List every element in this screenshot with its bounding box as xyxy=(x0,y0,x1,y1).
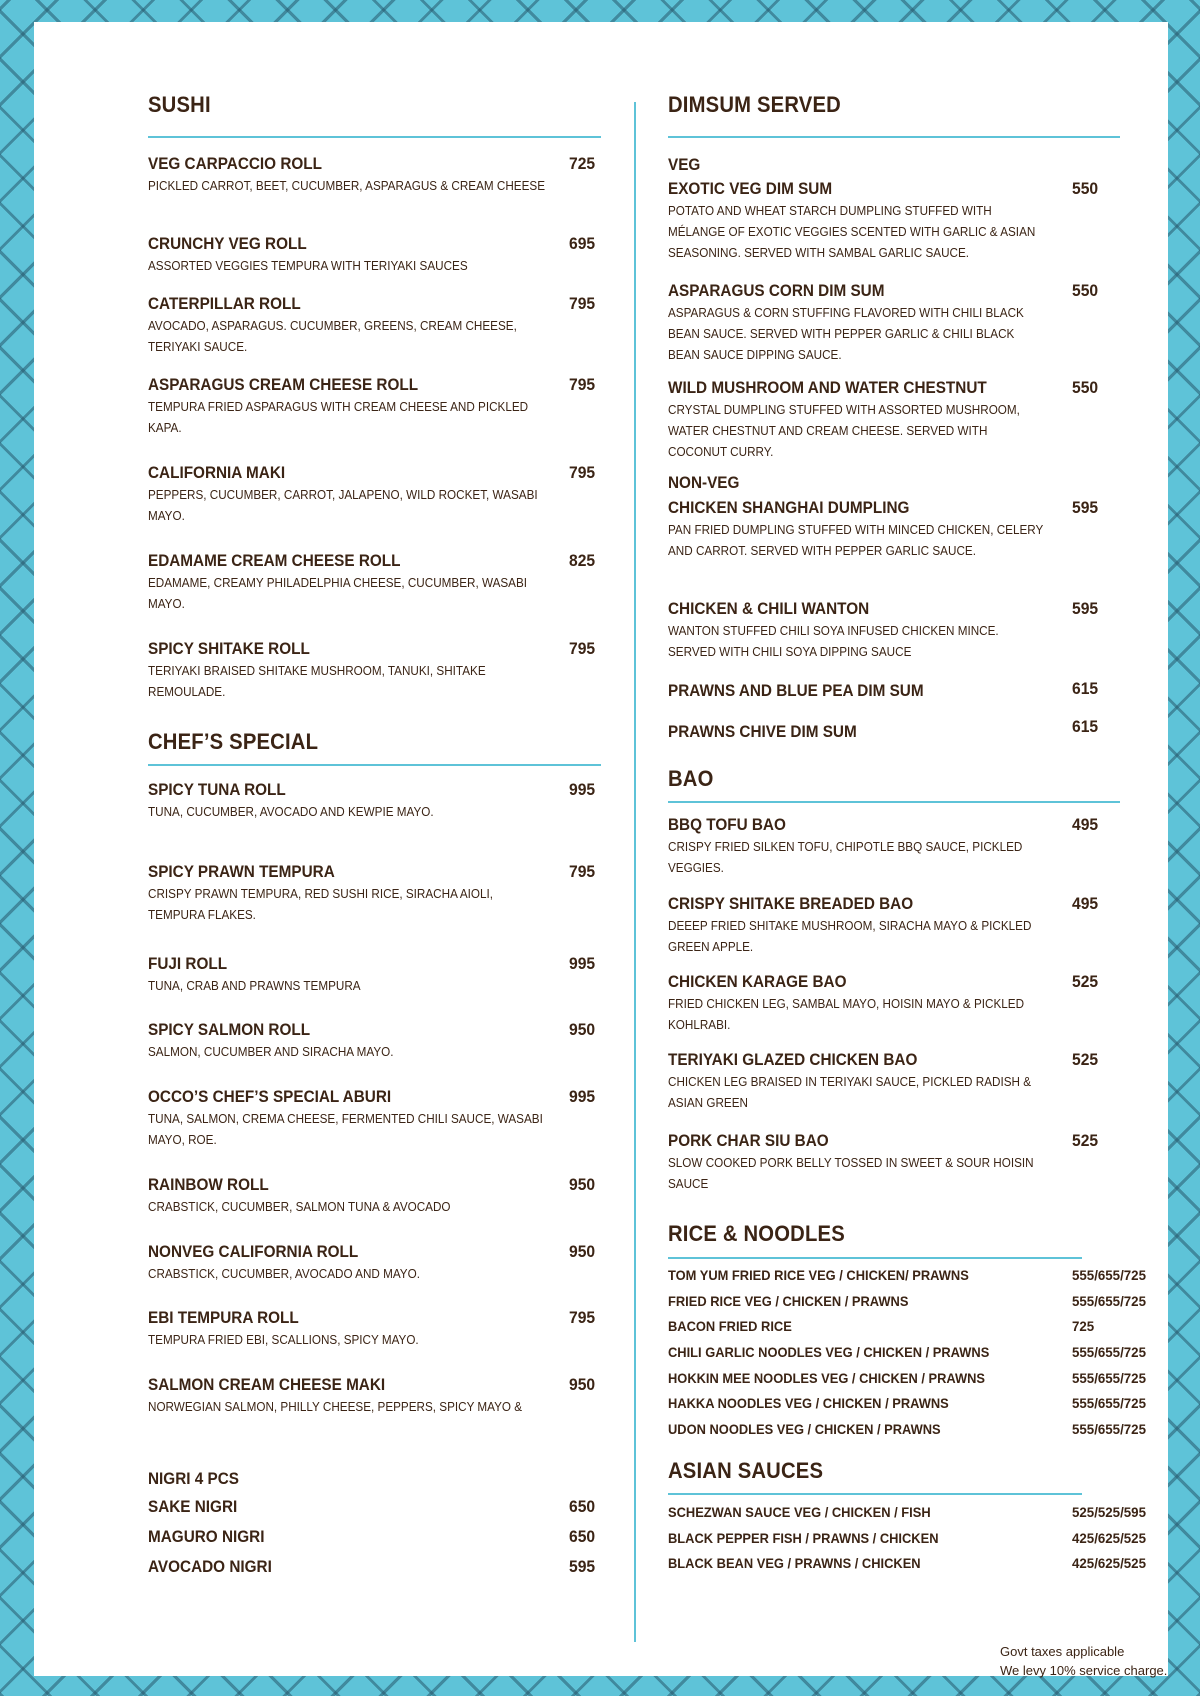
menu-item xyxy=(148,1019,548,1062)
menu-item xyxy=(668,971,1048,1035)
item-name: NONVEG CALIFORNIA ROLL xyxy=(148,1242,359,1261)
sushi-heading: SUSHI xyxy=(148,92,211,117)
item-name: CRUNCHY VEG ROLL xyxy=(148,234,307,253)
item-description: PICKLED CARROT, BEET, CUCUMBER, ASPARAGUS & CREAM CHEESE xyxy=(148,178,546,193)
menu-item xyxy=(148,953,548,996)
nonveg-label: NON-VEG xyxy=(668,473,740,492)
item-name: CHICKEN KARAGE BAO xyxy=(668,972,847,991)
item-price: 650 xyxy=(569,1527,596,1546)
rice-noodles-heading: RICE & NOODLES xyxy=(668,1221,845,1246)
item-price: 550 xyxy=(1072,179,1099,198)
item-name: SPICY TUNA ROLL xyxy=(148,780,286,799)
menu-item xyxy=(148,779,548,822)
item-description: ASSORTED VEGGIES TEMPURA WITH TERIYAKI SAUCES xyxy=(148,258,468,273)
item-description: TUNA, CRAB AND PRAWNS TEMPURA xyxy=(148,978,361,993)
menu-item xyxy=(668,1130,1048,1194)
item-price: 795 xyxy=(569,463,596,482)
item-price: 950 xyxy=(569,1375,596,1394)
item-price: 950 xyxy=(569,1175,596,1194)
row-name: UDON NOODLES VEG / CHICKEN / PRAWNS xyxy=(668,1421,941,1437)
row-price: 555/655/725 xyxy=(1072,1344,1146,1360)
menu-item xyxy=(668,721,1048,743)
dimsum-rule xyxy=(668,136,1120,138)
item-name: EBI TEMPURA ROLL xyxy=(148,1308,299,1327)
row-price: 555/655/725 xyxy=(1072,1293,1146,1309)
item-name: AVOCADO NIGRI xyxy=(148,1557,272,1576)
item-description: CRISPY FRIED SILKEN TOFU, CHIPOTLE BBQ SAUCE, PICKLED VEGGIES. xyxy=(668,839,1023,875)
menu-item xyxy=(148,1086,548,1150)
item-price: 795 xyxy=(569,862,596,881)
item-description: SLOW COOKED PORK BELLY TOSSED IN SWEET & SOUR HOISIN SAUCE xyxy=(668,1155,1034,1191)
item-name: CALIFORNIA MAKI xyxy=(148,463,286,482)
item-name: CHICKEN & CHILI WANTON xyxy=(668,599,870,618)
item-name: FUJI ROLL xyxy=(148,954,228,973)
item-description: AVOCADO, ASPARAGUS. CUCUMBER, GREENS, CREAM CHEESE, TERIYAKI SAUCE. xyxy=(148,318,517,354)
asian-sauces-rule xyxy=(668,1493,1082,1495)
item-name: CRISPY SHITAKE BREADED BAO xyxy=(668,894,914,913)
row-name: CHILI GARLIC NOODLES VEG / CHICKEN / PRAWNS xyxy=(668,1344,990,1360)
item-name: RAINBOW ROLL xyxy=(148,1175,269,1194)
row-name: BACON FRIED RICE xyxy=(668,1318,792,1334)
row-name: FRIED RICE VEG / CHICKEN / PRAWNS xyxy=(668,1293,909,1309)
row-price: 555/655/725 xyxy=(1072,1267,1146,1283)
item-name: WILD MUSHROOM AND WATER CHESTNUT xyxy=(668,378,987,397)
item-name: PORK CHAR SIU BAO xyxy=(668,1131,829,1150)
item-name: VEG CARPACCIO ROLL xyxy=(148,154,322,173)
item-name: CHICKEN SHANGHAI DUMPLING xyxy=(668,498,910,517)
menu-item xyxy=(668,497,1048,561)
menu-item xyxy=(148,1496,548,1518)
item-price: 525 xyxy=(1072,1131,1099,1150)
menu-item xyxy=(148,293,548,357)
footer-tax-note: Govt taxes applicable xyxy=(1000,1644,1125,1659)
item-price: 595 xyxy=(1072,498,1099,517)
row-name: SCHEZWAN SAUCE VEG / CHICKEN / FISH xyxy=(668,1504,931,1520)
item-price: 825 xyxy=(569,551,596,570)
row-name: HAKKA NOODLES VEG / CHICKEN / PRAWNS xyxy=(668,1395,949,1411)
item-price: 950 xyxy=(569,1242,596,1261)
item-name: SAKE NIGRI xyxy=(148,1497,238,1516)
item-name: PRAWNS CHIVE DIM SUM xyxy=(668,722,857,741)
item-price: 995 xyxy=(569,1087,596,1106)
item-price: 695 xyxy=(569,234,596,253)
item-price: 995 xyxy=(569,954,596,973)
menu-item xyxy=(668,814,1048,878)
item-price: 550 xyxy=(1072,281,1099,300)
item-name: SALMON CREAM CHEESE MAKI xyxy=(148,1375,386,1394)
item-price: 595 xyxy=(1072,599,1099,618)
item-price: 795 xyxy=(569,375,596,394)
item-description: TUNA, CUCUMBER, AVOCADO AND KEWPIE MAYO. xyxy=(148,804,434,819)
menu-item xyxy=(148,1307,548,1350)
item-description: FRIED CHICKEN LEG, SAMBAL MAYO, HOISIN MAYO & PICKLED KOHLRABI. xyxy=(668,996,1025,1032)
menu-item xyxy=(148,233,548,276)
veg-label: VEG xyxy=(668,155,701,174)
row-name: HOKKIN MEE NOODLES VEG / CHICKEN / PRAWNS xyxy=(668,1370,986,1386)
item-name: SPICY SALMON ROLL xyxy=(148,1020,311,1039)
item-description: ASPARAGUS & CORN STUFFING FLAVORED WITH CHILI BLACK BEAN SAUCE. SERVED WITH PEPPER GARLIC & CHILI BLACK BEAN SAUCE DIPPING SAUCE. xyxy=(668,305,1024,362)
footer-service-charge-note: We levy 10% service charge. xyxy=(1000,1663,1168,1678)
row-price: 725 xyxy=(1072,1318,1095,1334)
row-price: 555/655/725 xyxy=(1072,1421,1146,1437)
menu-item xyxy=(668,598,1048,662)
item-description: CRABSTICK, CUCUMBER, SALMON TUNA & AVOCADO xyxy=(148,1199,451,1214)
item-description: DEEEP FRIED SHITAKE MUSHROOM, SIRACHA MAYO & PICKLED GREEN APPLE. xyxy=(668,918,1032,954)
menu-item xyxy=(668,680,1048,702)
item-price: 525 xyxy=(1072,972,1099,991)
menu-item xyxy=(148,550,548,614)
item-price: 995 xyxy=(569,780,596,799)
item-price: 795 xyxy=(569,1308,596,1327)
row-price: 555/655/725 xyxy=(1072,1370,1146,1386)
item-description: CRISPY PRAWN TEMPURA, RED SUSHI RICE, SIRACHA AIOLI, TEMPURA FLAKES. xyxy=(148,886,494,922)
column-divider xyxy=(634,102,636,1642)
bao-heading: BAO xyxy=(668,766,714,791)
item-description: TUNA, SALMON, CREMA CHEESE, FERMENTED CHILI SAUCE, WASABI MAYO, ROE. xyxy=(148,1111,543,1147)
item-name: EXOTIC VEG DIM SUM xyxy=(668,179,833,198)
menu-item xyxy=(668,178,1048,263)
item-description: WANTON STUFFED CHILI SOYA INFUSED CHICKEN MINCE. SERVED WITH CHILI SOYA DIPPING SAUCE xyxy=(668,623,999,659)
chefs-special-heading: CHEF’S SPECIAL xyxy=(148,729,319,754)
item-description: CHICKEN LEG BRAISED IN TERIYAKI SAUCE, PICKLED RADISH & ASIAN GREEN xyxy=(668,1074,1032,1110)
item-name: MAGURO NIGRI xyxy=(148,1527,265,1546)
menu-item xyxy=(148,1241,548,1284)
menu-item xyxy=(148,1374,548,1417)
chefs-special-rule xyxy=(148,764,601,766)
row-price: 425/625/525 xyxy=(1072,1530,1146,1546)
item-description: PAN FRIED DUMPLING STUFFED WITH MINCED CHICKEN, CELERY AND CARROT. SERVED WITH PEPPER GARLIC SAUCE. xyxy=(668,522,1044,558)
row-name: TOM YUM FRIED RICE VEG / CHICKEN/ PRAWNS xyxy=(668,1267,969,1283)
menu-item xyxy=(668,377,1048,462)
item-price: 550 xyxy=(1072,378,1099,397)
item-name: SPICY PRAWN TEMPURA xyxy=(148,862,335,881)
item-description: POTATO AND WHEAT STARCH DUMPLING STUFFED WITH MÉLANGE OF EXOTIC VEGGIES SCENTED WITH GARLIC & ASIAN SEASONING. SERVED WITH SAMBAL GARLIC SAUCE. xyxy=(668,203,1036,260)
item-price: 725 xyxy=(569,154,596,173)
item-price: 495 xyxy=(1072,815,1099,834)
menu-item xyxy=(148,1174,548,1217)
menu-item xyxy=(668,280,1048,365)
dimsum-heading: DIMSUM SERVED xyxy=(668,92,841,117)
item-name: ASPARAGUS CREAM CHEESE ROLL xyxy=(148,375,419,394)
menu-item xyxy=(668,1049,1048,1113)
nigri-label: NIGRI 4 PCS xyxy=(148,1469,239,1488)
item-description: CRABSTICK, CUCUMBER, AVOCADO AND MAYO. xyxy=(148,1266,420,1281)
item-name: PRAWNS AND BLUE PEA DIM SUM xyxy=(668,681,924,700)
item-price: 795 xyxy=(569,294,596,313)
item-price: 615 xyxy=(1072,717,1099,736)
row-price: 555/655/725 xyxy=(1072,1395,1146,1411)
item-name: CATERPILLAR ROLL xyxy=(148,294,301,313)
item-name: OCCO’S CHEF’S SPECIAL ABURI xyxy=(148,1087,392,1106)
item-description: CRYSTAL DUMPLING STUFFED WITH ASSORTED MUSHROOM, WATER CHESTNUT AND CREAM CHEESE. SERVED WITH COCONUT CURRY. xyxy=(668,402,1020,459)
item-price: 595 xyxy=(569,1557,596,1576)
asian-sauces-heading: ASIAN SAUCES xyxy=(668,1458,824,1483)
menu-item xyxy=(148,638,548,702)
footer-note xyxy=(1000,1642,1167,1680)
item-price: 495 xyxy=(1072,894,1099,913)
item-name: BBQ TOFU BAO xyxy=(668,815,786,834)
menu-item xyxy=(148,153,548,196)
menu-item xyxy=(668,893,1048,957)
item-description: TEMPURA FRIED ASPARAGUS WITH CREAM CHEESE AND PICKLED KAPA. xyxy=(148,399,529,435)
menu-item xyxy=(148,462,548,526)
menu-item xyxy=(148,1526,548,1548)
item-price: 525 xyxy=(1072,1050,1099,1069)
item-description: SALMON, CUCUMBER AND SIRACHA MAYO. xyxy=(148,1044,394,1059)
menu-item xyxy=(148,861,548,925)
item-description: TEMPURA FRIED EBI, SCALLIONS, SPICY MAYO. xyxy=(148,1332,419,1347)
item-name: ASPARAGUS CORN DIM SUM xyxy=(668,281,885,300)
rice-noodles-rule xyxy=(668,1257,1082,1259)
item-description: PEPPERS, CUCUMBER, CARROT, JALAPENO, WILD ROCKET, WASABI MAYO. xyxy=(148,487,538,523)
row-price: 525/525/595 xyxy=(1072,1504,1146,1520)
row-price: 425/625/525 xyxy=(1072,1555,1146,1571)
item-name: EDAMAME CREAM CHEESE ROLL xyxy=(148,551,401,570)
item-description: EDAMAME, CREAMY PHILADELPHIA CHEESE, CUCUMBER, WASABI MAYO. xyxy=(148,575,528,611)
row-name: BLACK BEAN VEG / PRAWNS / CHICKEN xyxy=(668,1555,921,1571)
menu-panel xyxy=(34,22,1168,1676)
item-price: 615 xyxy=(1072,679,1099,698)
item-name: TERIYAKI GLAZED CHICKEN BAO xyxy=(668,1050,918,1069)
sushi-rule xyxy=(148,136,601,138)
item-price: 950 xyxy=(569,1020,596,1039)
menu-item xyxy=(148,374,548,438)
menu-item xyxy=(148,1556,548,1578)
item-price: 650 xyxy=(569,1497,596,1516)
row-name: BLACK PEPPER FISH / PRAWNS / CHICKEN xyxy=(668,1530,939,1546)
item-description: TERIYAKI BRAISED SHITAKE MUSHROOM, TANUKI, SHITAKE REMOULADE. xyxy=(148,663,486,699)
item-price: 795 xyxy=(569,639,596,658)
item-name: SPICY SHITAKE ROLL xyxy=(148,639,310,658)
bao-rule xyxy=(668,801,1120,803)
item-description: NORWEGIAN SALMON, PHILLY CHEESE, PEPPERS, SPICY MAYO & xyxy=(148,1399,523,1414)
